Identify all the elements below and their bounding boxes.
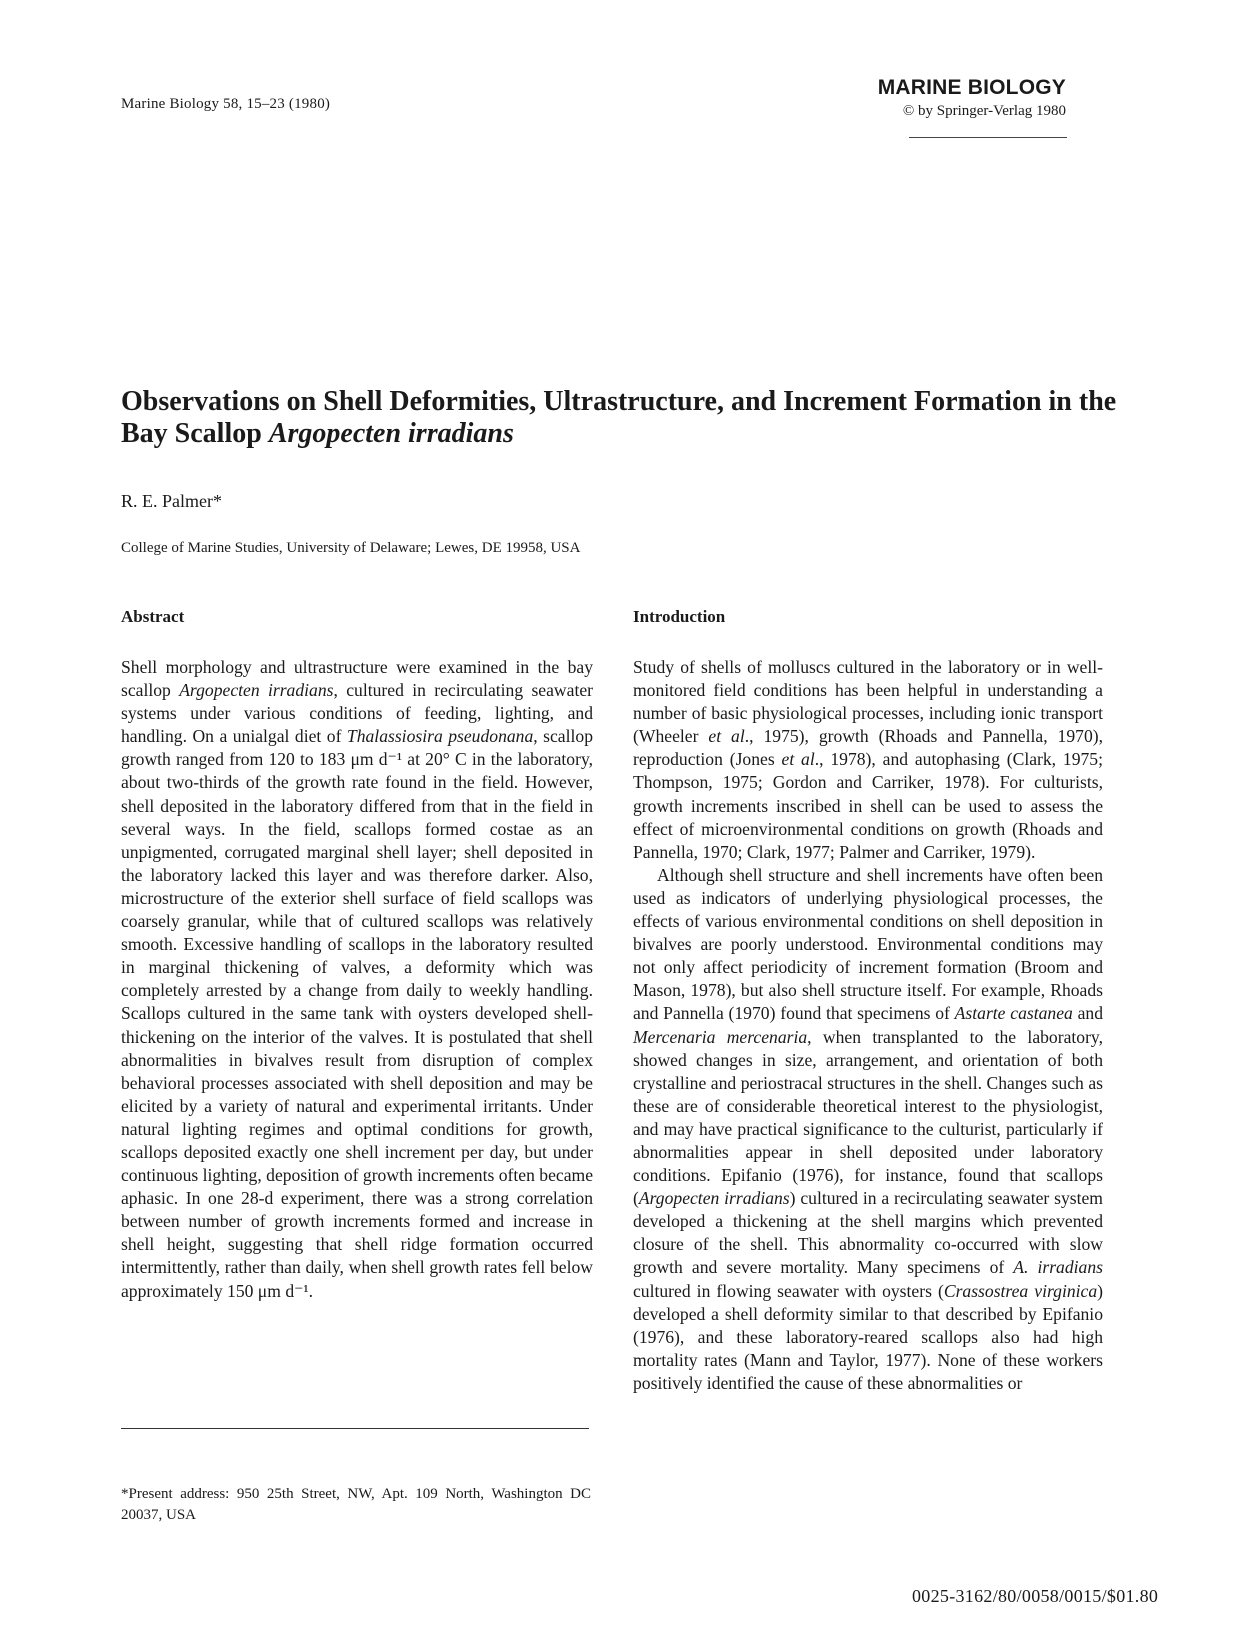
journal-citation: Marine Biology 58, 15–23 (1980) bbox=[121, 96, 331, 112]
abstract-heading: Abstract bbox=[121, 607, 185, 626]
article-code: 0025-3162/80/0058/0015/$01.80 bbox=[912, 1586, 1159, 1606]
article-title: Observations on Shell Deformities, Ultrastructure, and Increment Formation in the Bay Scallop Argopecten irradians bbox=[121, 386, 1117, 449]
footnote-rule bbox=[121, 1428, 589, 1429]
introduction-heading: Introduction bbox=[633, 607, 726, 626]
footnote-address: *Present address: 950 25th Street, NW, Apt. 109 North, Washington DC 20037, USA bbox=[121, 1486, 591, 1523]
author-affiliation: College of Marine Studies, University of Delaware; Lewes, DE 19958, USA bbox=[121, 540, 581, 556]
introduction-paragraph-1: Study of shells of molluscs cultured in the laboratory or in well-monitored field conditions has been helpful in understanding a number of basic physiological processes, including ionic transport (Wheeler et al., 1975), growth (Rhoads and Pannella, 1970), reproduction (Jones et al., 1978), and autophasing (Clark, 1975; Thompson, 1975; Gordon and Carriker, 1978). For culturists, growth increments inscribed in shell can be used to assess the effect of microenvironmental conditions on growth (Rhoads and Pannella, 1970; Clark, 1977; Palmer and Carriker, 1979). bbox=[633, 657, 1103, 862]
introduction-column bbox=[633, 606, 1103, 1395]
journal-brand bbox=[878, 76, 1066, 120]
publisher-copyright: © by Springer-Verlag 1980 bbox=[902, 103, 1066, 119]
abstract-text: Shell morphology and ultrastructure were examined in the bay scallop Argopecten irradians, cultured in recirculating seawater systems under various conditions of feeding, lighting, and handling. On a unialgal diet of Thalassiosira pseudonana, scallop growth ranged from 120 to 183 μm d⁻¹ at 20° C in the laboratory, about two-thirds of the growth rate found in the field. However, shell deposited in the laboratory differed from that in the field in several ways. In the field, scallops formed costae as an unpigmented, corrugated marginal shell layer; shell deposited in the laboratory lacked this layer and was therefore darker. Also, microstructure of the exterior shell surface of field scallops was coarsely granular, while that of cultured scallops was relatively smooth. Excessive handling of scallops in the laboratory resulted in marginal thickening of valves, a deformity which was completely arrested by a change from daily to weekly handling. Scallops cultured in the same tank with oysters developed shell-thickening on the interior of the valves. It is postulated that shell abnormalities in bivalves result from disruption of complex behavioral processes associated with shell deposition and may be elicited by a variety of natural and experimental irritants. Under natural lighting regimes and optimal conditions for growth, scallops deposited exactly one shell increment per day, but under continuous lighting, deposition of growth increments often became aphasic. In one 28-d experiment, there was a strong correlation between number of growth increments formed and increase in shell height, suggesting that shell ridge formation occurred intermittently, rather than daily, when shell growth rates fell below approximately 150 μm d⁻¹. bbox=[121, 657, 593, 1301]
abstract-column bbox=[121, 606, 593, 1303]
introduction-paragraph-2: Although shell structure and shell increments have often been used as indicators of underlying physiological processes, the effects of various environmental conditions on shell deposition in bivalves are poorly understood. Environmental conditions may not only affect periodicity of increment formation (Broom and Mason, 1978), but also shell structure itself. For example, Rhoads and Pannella (1970) found that specimens of Astarte castanea and Mercenaria mercenaria, when transplanted to the laboratory, showed changes in size, arrangement, and orientation of both crystalline and periostracal structures in the shell. Changes such as these are of considerable theoretical interest to the physiologist, and may have practical significance to the culturist, particularly if abnormalities appear in shell deposited under laboratory conditions. Epifanio (1976), for instance, found that scallops (Argopecten irradians) cultured in a recirculating seawater system developed a thickening at the shell margins which prevented closure of the shell. This abnormality co-occurred with slow growth and severe mortality. Many specimens of A. irradians cultured in flowing seawater with oysters (Crassostrea virginica) developed a shell deformity similar to that described by Epifanio (1976), and these laboratory-reared scallops also had high mortality rates (Mann and Taylor, 1977). None of these workers positively identified the cause of these abnormalities or bbox=[633, 864, 1103, 1393]
author-name: R. E. Palmer* bbox=[121, 491, 222, 511]
journal-name: MARINE BIOLOGY bbox=[877, 76, 1066, 99]
header-rule bbox=[909, 137, 1067, 138]
